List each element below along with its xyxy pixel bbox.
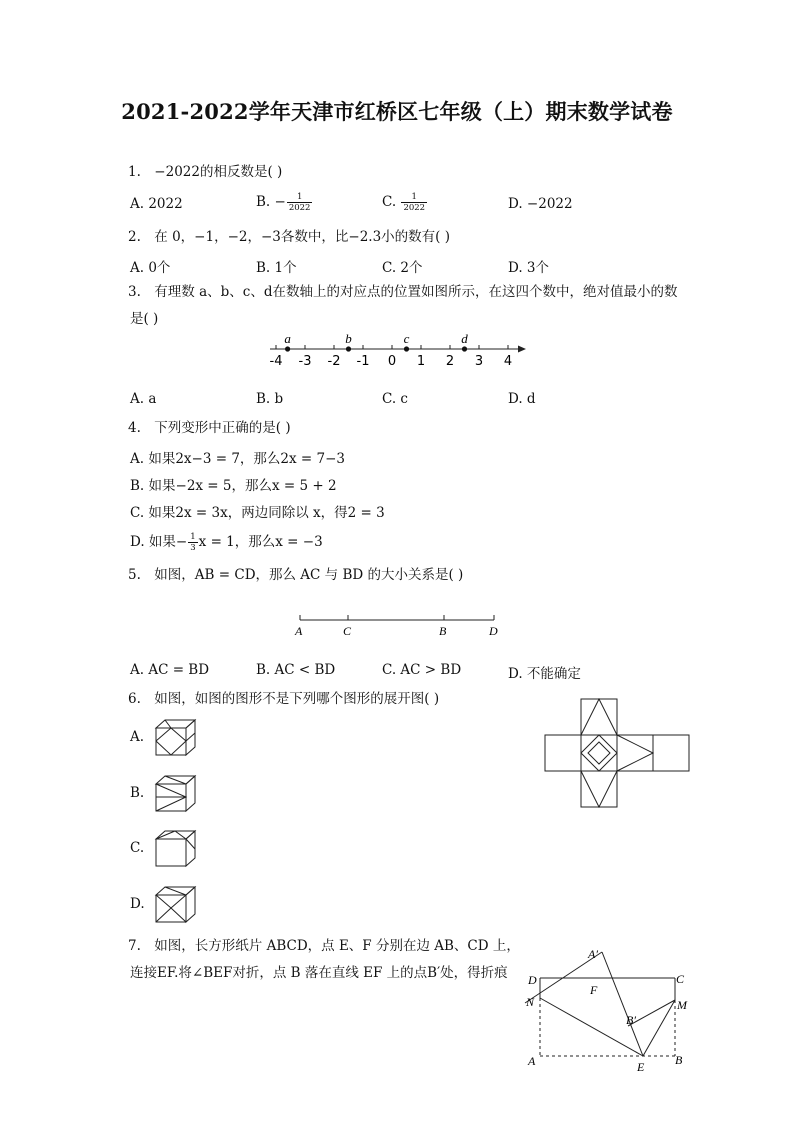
cube-top <box>156 831 195 839</box>
line-a-prime-e <box>602 952 643 1056</box>
q1-option-c <box>382 192 428 213</box>
cube-front <box>156 839 186 866</box>
q5-option-b: B. AC < BD <box>256 662 336 678</box>
axis-tick-label: 1 <box>416 354 426 369</box>
q5-option-d: D. 不能确定 <box>508 666 581 682</box>
cube-front <box>156 728 186 755</box>
numerator: 1 <box>190 532 196 542</box>
q6-option-d-label: D. <box>130 896 145 912</box>
label-e: E <box>637 1060 645 1074</box>
cube-side <box>186 776 195 811</box>
net-inner-diamond <box>588 742 610 764</box>
point-c <box>404 346 409 351</box>
question-7-stem-line2: 连接EF.将∠BEF对折，点 B 落在直线 EF 上的点B′处，得折痕 <box>130 965 508 981</box>
cube-top <box>156 720 195 728</box>
q3-option-c <box>382 391 408 407</box>
cube-net-figure <box>544 698 692 808</box>
option-suffix: x = 1，那么x = −3 <box>198 534 323 550</box>
cube-front-line-1 <box>171 895 186 908</box>
page-title: 2021-2022学年天津市红桥区七年级（上）期末数学试卷 <box>121 99 673 124</box>
question-text: 有理数 a、b、c、d在数轴上的对应点的位置如图所示，在这四个数中，绝对值最小的数 <box>154 284 678 300</box>
label-m: M <box>677 998 687 1012</box>
line-ne <box>540 998 643 1056</box>
question-3-stem <box>128 283 677 301</box>
question-number: 6. <box>128 691 141 707</box>
option-text: A. a <box>130 391 157 407</box>
number-line-figure <box>260 328 540 374</box>
denominator: 3 <box>190 543 196 553</box>
axis-tick-label: 4 <box>503 354 513 369</box>
label-a-prime: A′ <box>588 947 598 961</box>
net-face-far-right <box>653 735 689 771</box>
axis-tick-label: -1 <box>356 354 370 369</box>
q6-option-c-label: C. <box>130 840 145 856</box>
segment-label-b: B <box>439 624 447 638</box>
numerator: 1 <box>287 192 313 203</box>
denominator: 2022 <box>403 203 426 213</box>
question-text: 下列变形中正确的是( ) <box>154 420 291 436</box>
axis-tick-label: -3 <box>298 354 312 369</box>
axis-tick-label: 2 <box>445 354 455 369</box>
q5-option-c: C. AC > BD <box>382 662 462 678</box>
fraction <box>188 532 197 553</box>
q2-option-d: D. 3个 <box>508 260 550 276</box>
question-6-stem <box>128 690 439 708</box>
question-text: −2022的相反数是( ) <box>154 164 283 180</box>
cube-top-line <box>165 776 186 784</box>
q4-option-b: B. 如果−2x = 5，那么x = 5 + 2 <box>130 478 337 494</box>
axis-arrow <box>518 346 526 353</box>
label-f: F <box>590 983 598 997</box>
q1-option-b <box>256 192 313 213</box>
q4-option-d <box>130 530 323 553</box>
option-prefix: D. 如果− <box>130 534 188 550</box>
question-number: 1. <box>128 164 141 180</box>
axis-tick-label: 3 <box>474 354 484 369</box>
point-b <box>346 346 351 351</box>
net-face-top <box>581 699 617 735</box>
question-text: 在 0，−1，−2，−3各数中，比−2.3小的数有( ) <box>154 229 450 245</box>
net-center-diamond <box>581 735 617 771</box>
q6-option-d-cube <box>153 885 199 925</box>
q6-option-b-cube <box>153 774 199 814</box>
axis-tick-label: -4 <box>269 354 283 369</box>
net-face-right <box>617 735 653 771</box>
net-bottom-triangle <box>581 771 617 807</box>
question-5-stem <box>128 566 463 584</box>
label-b: B <box>675 1053 683 1067</box>
question-4-stem <box>128 419 291 437</box>
question-3-stem-line2: 是( ) <box>130 311 159 327</box>
cube-top-line <box>165 720 171 728</box>
cube-front-line-2 <box>171 908 186 922</box>
question-text: 如图，长方形纸片 ABCD，点 E、F 分别在边 AB、CD 上， <box>154 938 520 954</box>
cube-side <box>186 887 195 922</box>
q5-option-a: A. AC = BD <box>130 662 210 678</box>
question-number: 5. <box>128 567 141 583</box>
cube-side <box>186 831 195 866</box>
question-number: 3. <box>128 284 141 300</box>
cube-top-line <box>165 887 186 895</box>
question-2-stem <box>128 228 450 246</box>
question-text: 如图，AB = CD，那么 AC 与 BD 的大小关系是( ) <box>154 567 464 583</box>
label-c: C <box>676 972 685 986</box>
label-n: N <box>526 995 535 1009</box>
point-label-d: d <box>461 331 468 346</box>
q2-option-c: C. 2个 <box>382 260 423 276</box>
q2-option-a: A. 0个 <box>130 260 171 276</box>
q6-option-a-label: A. <box>130 729 145 745</box>
net-top-triangle <box>581 699 617 735</box>
question-number: 2. <box>128 229 141 245</box>
option-text: B. b <box>256 391 284 407</box>
denominator: 2022 <box>288 203 311 213</box>
axis-tick-label: 0 <box>387 354 397 369</box>
q4-option-c: C. 如果2x = 3x，两边同除以 x，得2 = 3 <box>130 505 385 521</box>
question-text: 如图，如图的图形不是下列哪个图形的展开图( ) <box>154 691 440 707</box>
q3-option-b <box>256 391 283 407</box>
segment-label-d: D <box>489 624 498 638</box>
q6-option-a-cube <box>153 718 199 758</box>
net-face-center <box>581 735 617 771</box>
cube-side-line <box>186 839 195 849</box>
question-7-stem <box>128 937 520 955</box>
fraction <box>401 192 427 213</box>
segment-label-c: C <box>343 624 352 638</box>
q1-option-d: D. −2022 <box>508 196 573 212</box>
option-prefix: C. <box>382 194 401 210</box>
q2-option-b: B. 1个 <box>256 260 297 276</box>
question-number: 7. <box>128 938 141 954</box>
numerator: 1 <box>401 192 427 203</box>
net-right-triangle <box>617 735 653 771</box>
question-number: 4. <box>128 420 141 436</box>
option-text: D. d <box>508 391 536 407</box>
segment-label-a: A <box>295 624 303 638</box>
folded-rectangle-figure <box>520 940 696 1074</box>
option-text: C. c <box>382 391 408 407</box>
q6-option-b-label: B. <box>130 785 145 801</box>
point-a <box>285 346 290 351</box>
question-1-stem <box>128 163 282 181</box>
cube-diamond <box>156 728 186 755</box>
point-label-a: a <box>284 331 291 346</box>
option-prefix: B. − <box>256 194 286 210</box>
q3-option-d <box>508 391 536 407</box>
label-a: A <box>528 1054 536 1068</box>
q6-option-c-cube <box>153 829 199 869</box>
cube-front-triangle <box>156 895 171 922</box>
q1-option-a: A. 2022 <box>130 196 183 212</box>
net-face-left <box>545 735 581 771</box>
fraction <box>287 192 313 213</box>
label-b-prime: B′ <box>626 1013 636 1027</box>
segment-figure <box>290 608 510 642</box>
point-d <box>462 346 467 351</box>
net-face-bottom <box>581 771 617 807</box>
label-d: D <box>528 973 537 987</box>
axis-tick-label: -2 <box>327 354 341 369</box>
point-label-b: b <box>345 331 352 346</box>
q4-option-a: A. 如果2x−3 = 7，那么2x = 7−3 <box>130 451 346 467</box>
cube-side-line <box>186 733 195 741</box>
point-label-c: c <box>403 331 410 346</box>
q3-option-a <box>130 391 156 407</box>
